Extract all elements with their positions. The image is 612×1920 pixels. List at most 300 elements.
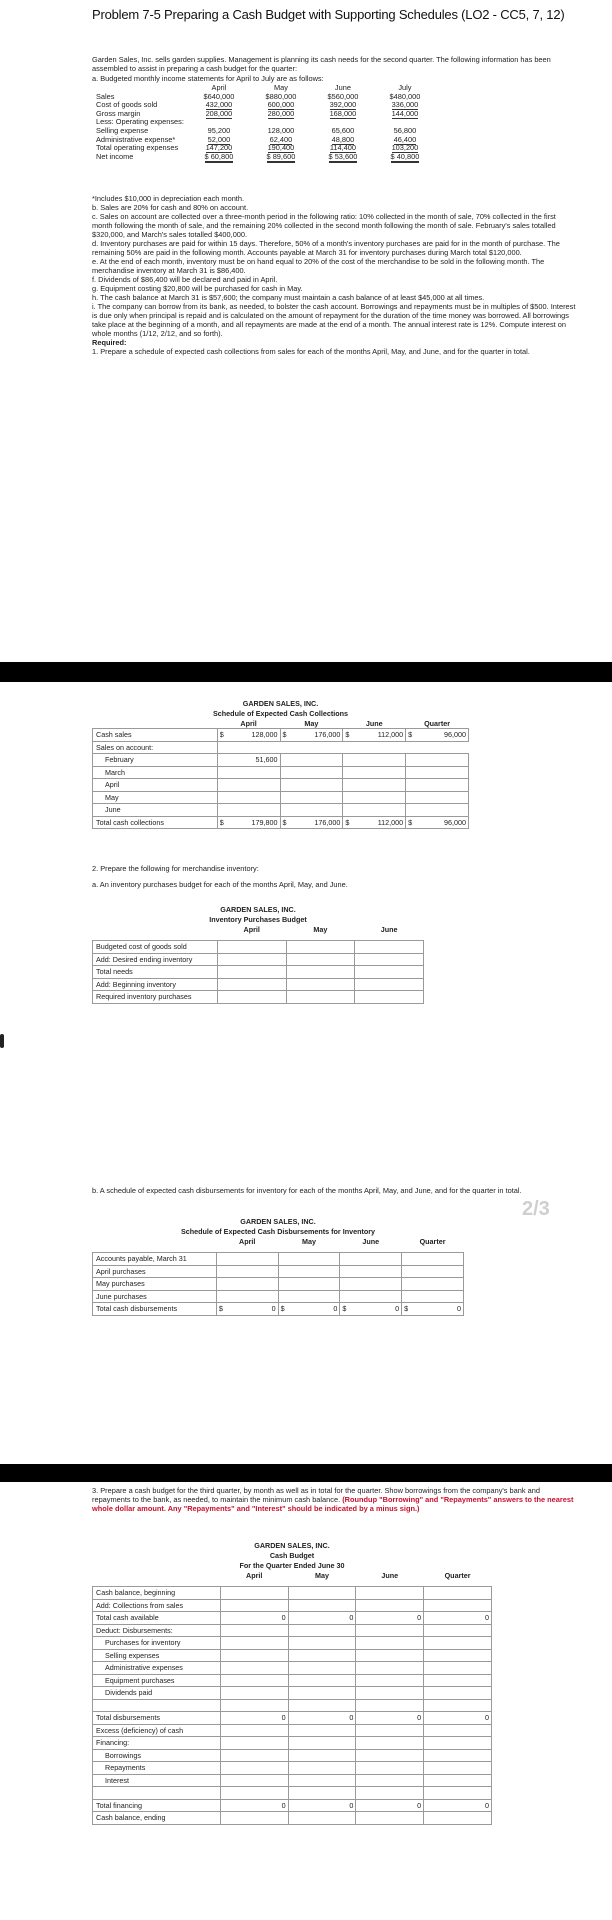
cell: 103,200 [391,143,419,153]
amount-input[interactable] [343,804,406,817]
total-cell: 0 [288,1612,356,1625]
cell: 144,000 [391,108,419,118]
row-label [93,1787,221,1800]
table-row [93,729,469,742]
schedule-title: Inventory Purchases Budget [209,914,307,924]
row-label: March [93,766,218,779]
row-label: Interest [93,1774,221,1787]
table-row [93,1674,492,1687]
table-row [93,1774,492,1787]
cell: $640,000 [203,91,235,101]
amount-input[interactable] [220,1649,288,1662]
cell: 432,000 [205,100,233,110]
row-label: Add: Beginning inventory [93,978,218,991]
amount-input[interactable] [340,1290,402,1303]
amount-input[interactable] [217,766,280,779]
notes-list [92,194,577,356]
problem-statement-panel [0,0,612,662]
cash-collections-schedule [92,698,469,829]
total-cell: 0 [288,1799,356,1812]
total-cell: $ 0 [216,1303,278,1316]
amount-input[interactable] [286,978,355,991]
amount-input[interactable] [356,1649,424,1662]
table-row [93,1649,492,1662]
row-label: Required inventory purchases [93,991,218,1004]
amount-input[interactable] [406,791,469,804]
column-header: May [301,1236,316,1246]
amount-input[interactable] [424,1587,492,1600]
amount-input[interactable] [406,779,469,792]
row-label: Administrative expense* [96,134,176,144]
intro-text: Garden Sales, Inc. sells garden supplies. Management is planning its cash needs for the second quarter. The following information has been assembled to assist in preparing a cash budget for the quarter: [92,55,551,73]
row-label: Cash balance, beginning [93,1587,221,1600]
total-cell: $ 0 [278,1303,340,1316]
amount-input[interactable] [220,1624,288,1637]
amount-input[interactable] [220,1674,288,1687]
amount-input[interactable] [280,766,343,779]
amount-cell[interactable]: $ 112,000 [343,729,406,742]
amount-input[interactable] [356,1812,424,1825]
table-row [93,779,469,792]
amount-input[interactable] [288,1637,356,1650]
total-cell: $ 0 [402,1303,464,1316]
row-label: Total cash available [93,1612,221,1625]
table-row [93,1799,492,1812]
note: *Includes $10,000 in depreciation each month. [92,194,245,203]
cell: 392,000 [329,100,357,110]
amount-input[interactable] [340,1278,402,1291]
amount-input[interactable] [220,1599,288,1612]
row-label: Sales on account: [93,741,218,754]
table-row [93,978,424,991]
amount-input[interactable] [220,1687,288,1700]
amount-input[interactable] [220,1637,288,1650]
total-cell: $ 112,000 [343,816,406,829]
row-label: Total cash collections [93,816,218,829]
cell: 128,000 [267,125,295,135]
total-cell: $ 0 [340,1303,402,1316]
row-label: June [93,804,218,817]
row-label: Add: Collections from sales [93,1599,221,1612]
budget-row [92,144,436,153]
amount-input[interactable] [220,1812,288,1825]
amount-input[interactable] [288,1812,356,1825]
budget-row [92,153,436,162]
cell: $ 40,800 [390,151,420,161]
table-row [93,1699,492,1712]
amount-input[interactable] [288,1699,356,1712]
schedule-title: Cash Budget [269,1550,315,1560]
cell: 46,400 [393,134,417,144]
note: h. The cash balance at March 31 is $57,600; the company must maintain a cash balance of at least $45,000 at all times. [92,293,485,302]
amount-cell[interactable]: $ 176,000 [280,729,343,742]
row-label: Dividends paid [93,1687,221,1700]
amount-input[interactable] [220,1587,288,1600]
amount-input[interactable] [355,953,424,966]
amount-input[interactable] [217,953,286,966]
month-header: July [398,83,412,92]
amount-input[interactable] [356,1699,424,1712]
amount-input[interactable] [356,1737,424,1750]
amount-input[interactable] [356,1624,424,1637]
amount-input[interactable] [216,1290,278,1303]
row-label: February [93,754,218,767]
amount-input[interactable] [424,1699,492,1712]
amount-input[interactable] [286,991,355,1004]
amount-input[interactable] [278,1265,340,1278]
amount-input[interactable] [286,941,355,954]
amount-input[interactable] [217,941,286,954]
requirement-2a: a. An inventory purchases budget for each of the months April, May, and June. [92,880,348,889]
total-cell: $ 179,800 [217,816,280,829]
note: c. Sales on account are collected over a three-month period in the following ratio: 10% collected in the month of sale, 70% collected in the first month following the month of sale, and the remaining 20% collected in the second month following the month of sale. February's sales totalled $320,000, and March's sales totalled $400,000. [92,212,556,239]
total-cell: 0 [424,1799,492,1812]
table-row [93,966,424,979]
row-label: May [93,791,218,804]
amount-input[interactable] [340,1253,402,1266]
separator-bar [0,662,612,682]
amount-input[interactable] [343,754,406,767]
amount-input[interactable] [288,1674,356,1687]
amount-input[interactable] [355,941,424,954]
amount-input[interactable] [402,1290,464,1303]
schedule-title: Schedule of Expected Cash Collections [213,708,348,718]
note: i. The company can borrow from its bank, as needed, to bolster the cash account. Borrowings and repayments must be in multiples of $500. Interest is due only when principal is repaid and is calculated on the amount of repayment for the duration of the time money was borrowed. All borrowings take place at the beginning of a month, and all repayments are made at the end of a month. The annual interest rate is 12%. Compute interest on whole months (1/12, 2/12, and so forth). [92,302,576,338]
cell: 190,400 [267,143,295,153]
rounding-instruction: (Roundup "Borrowing" and "Repayments" answers to the nearest whole dollar amount. Any "Repayments" and "Interest" should be indicated by a minus sign.) [92,1495,574,1513]
row-label: Financing: [93,1737,221,1750]
cell: 147,200 [205,143,233,153]
amount-input[interactable] [288,1774,356,1787]
row-label: Total cash disbursements [93,1303,217,1316]
requirement-2: 2. Prepare the following for merchandise inventory: [92,864,259,873]
amount-input[interactable] [217,791,280,804]
amount-input[interactable] [216,1265,278,1278]
amount-input[interactable] [406,804,469,817]
total-cell: 0 [288,1712,356,1725]
amount-input[interactable] [424,1637,492,1650]
total-cell: 0 [424,1712,492,1725]
amount-input[interactable] [424,1599,492,1612]
note: e. At the end of each month, inventory must be on hand equal to 20% of the cost of the merchandise to be sold in the following month. The merchandise inventory at March 31 is $86,400. [92,257,545,275]
cell: $560,000 [327,91,359,101]
amount-input[interactable] [278,1253,340,1266]
amount-input[interactable] [402,1253,464,1266]
row-label: Net income [96,151,134,161]
row-label: Cost of goods sold [96,100,158,110]
row-label: Deduct: Disbursements: [93,1624,221,1637]
table-row [93,1724,492,1737]
amount-input[interactable] [288,1662,356,1675]
amount-input[interactable] [288,1787,356,1800]
cell: $ 89,600 [266,151,296,161]
row-label: May purchases [93,1278,217,1291]
amount-input[interactable] [278,1290,340,1303]
row-label [93,1699,221,1712]
amount-input[interactable] [288,1749,356,1762]
requirement-1: 1. Prepare a schedule of expected cash collections from sales for each of the months April, May, and June, and for the quarter in total. [92,347,530,356]
table-row [93,1812,492,1825]
table-row [93,791,469,804]
row-label: Purchases for inventory [93,1637,221,1650]
amount-input[interactable] [356,1774,424,1787]
table-row [93,1712,492,1725]
table-row [93,1303,464,1316]
amount-input[interactable] [220,1774,288,1787]
row-label: June purchases [93,1290,217,1303]
requirement-2b: b. A schedule of expected cash disbursements for inventory for each of the months April, May, and June, and for the quarter in total. [92,1186,522,1195]
amount-cell[interactable]: $ 96,000 [406,729,469,742]
company-name: GARDEN SALES, INC. [220,904,296,914]
amount-input[interactable] [343,791,406,804]
table-row [93,1737,492,1750]
amount-input[interactable] [217,966,286,979]
cash-budget-table [92,1540,492,1825]
table-row [93,1687,492,1700]
column-header: Quarter [424,718,451,728]
cell: $480,000 [389,91,421,101]
note: g. Equipment costing $20,800 will be purchased for cash in May. [92,284,303,293]
amount-input[interactable] [424,1674,492,1687]
amount-input[interactable] [217,991,286,1004]
table-row [93,766,469,779]
amount-input[interactable] [217,779,280,792]
amount-input[interactable] [424,1737,492,1750]
amount-input[interactable] [424,1762,492,1775]
schedules-panel [0,682,612,1464]
amount-input[interactable] [288,1599,356,1612]
cash-budget-panel [0,1482,612,1920]
amount-input[interactable] [355,978,424,991]
cell: 168,000 [329,108,357,118]
amount-input[interactable] [355,991,424,1004]
cell: 62,400 [269,134,293,144]
row-label: Less: Operating expenses: [96,117,184,127]
amount-input[interactable] [406,754,469,767]
company-name: GARDEN SALES, INC. [254,1540,330,1550]
amount-input[interactable] [356,1674,424,1687]
amount-input[interactable] [220,1787,288,1800]
amount-input[interactable] [356,1587,424,1600]
amount-input[interactable] [288,1624,356,1637]
amount-input[interactable] [356,1662,424,1675]
cell: 336,000 [391,100,419,110]
row-label: Accounts payable, March 31 [93,1253,217,1266]
amount-input[interactable] [288,1724,356,1737]
row-label: Cash balance, ending [93,1812,221,1825]
cell: 56,800 [393,125,417,135]
amount-input[interactable] [355,966,424,979]
amount-input[interactable] [220,1762,288,1775]
required-label: Required: [92,338,127,347]
month-header: June [334,83,351,92]
note: f. Dividends of $86,400 will be declared and paid in April. [92,275,278,284]
amount-input[interactable] [220,1737,288,1750]
amount-input[interactable] [424,1812,492,1825]
amount-input[interactable] [288,1587,356,1600]
table-row [93,1637,492,1650]
column-header: Quarter [444,1570,471,1580]
column-header: June [381,1570,399,1580]
cell: 95,200 [207,125,231,135]
amount-input[interactable] [424,1624,492,1637]
amount-input[interactable] [280,779,343,792]
table-row [93,1662,492,1675]
row-label: Total disbursements [93,1712,221,1725]
column-header: April [246,1570,263,1580]
amount-input[interactable] [220,1749,288,1762]
amount-input[interactable] [216,1278,278,1291]
table-row [93,1599,492,1612]
amount-input[interactable] [280,804,343,817]
cash-disbursements-schedule [92,1216,464,1316]
amount-input[interactable] [402,1265,464,1278]
cell: 48,800 [331,134,355,144]
amount-cell[interactable]: $ 128,000 [217,729,280,742]
column-header: April [239,1236,256,1246]
amount-input[interactable] [278,1278,340,1291]
amount-input[interactable] [217,804,280,817]
cell: $ 60,800 [204,151,234,161]
side-edge-marker [0,1034,4,1048]
amount-input[interactable] [356,1749,424,1762]
amount-input[interactable] [288,1762,356,1775]
table-row [93,1290,464,1303]
inventory-purchases-budget [92,904,424,1004]
problem-title: Problem 7-5 Preparing a Cash Budget with Supporting Schedules (LO2 - CC5, 7, 12) [92,7,565,22]
cell: 52,000 [207,134,231,144]
amount-input[interactable] [424,1774,492,1787]
amount-input[interactable] [280,791,343,804]
table-row [93,741,469,754]
item-a-text: a. Budgeted monthly income statements for April to July are as follows: [92,74,324,83]
amount-input[interactable] [288,1687,356,1700]
amount-input[interactable] [402,1278,464,1291]
row-label: Repayments [93,1762,221,1775]
table-row [93,816,469,829]
amount-input[interactable] [288,1649,356,1662]
amount-input[interactable] [356,1762,424,1775]
page-counter: 2/3 [522,1198,550,1220]
amount-input[interactable] [424,1662,492,1675]
column-header: April [243,924,260,934]
column-header: June [362,1236,380,1246]
row-label: Cash sales [93,729,218,742]
amount-input[interactable] [424,1787,492,1800]
cell: 114,400 [329,143,356,153]
amount-input[interactable] [424,1649,492,1662]
row-label: April purchases [93,1265,217,1278]
amount-input[interactable] [220,1724,288,1737]
table-row [93,991,424,1004]
budgeted-income-statement [92,84,436,161]
row-label: Excess (deficiency) of cash [93,1724,221,1737]
cell: 65,600 [331,125,355,135]
row-label: Borrowings [93,1749,221,1762]
amount-input[interactable] [216,1253,278,1266]
amount-input[interactable] [286,966,355,979]
cell: $ 53,600 [328,151,358,161]
amount-input[interactable] [356,1787,424,1800]
total-cell: 0 [356,1612,424,1625]
amount-input[interactable] [340,1265,402,1278]
table-row [93,1624,492,1637]
amount-input[interactable] [356,1724,424,1737]
table-row [93,941,424,954]
cell: 280,000 [267,108,295,118]
table-row [93,1253,464,1266]
amount-input[interactable] [356,1687,424,1700]
table-row [93,1787,492,1800]
column-header: Quarter [419,1236,446,1246]
schedule-period: For the Quarter Ended June 30 [239,1560,345,1570]
cell: 600,000 [267,100,295,110]
amount-input[interactable] [343,766,406,779]
total-cell: $ 96,000 [406,816,469,829]
row-label: Total operating expenses [96,143,179,153]
amount-input[interactable] [356,1637,424,1650]
amount-input[interactable] [406,766,469,779]
separator-bar [0,1464,612,1482]
amount-input[interactable] [288,1737,356,1750]
table-row [93,953,424,966]
column-header: June [365,718,383,728]
amount-input[interactable] [356,1599,424,1612]
row-label: Gross margin [96,108,141,118]
row-label: Total needs [93,966,218,979]
amount-input[interactable] [286,953,355,966]
table-row [93,1612,492,1625]
row-label: Selling expenses [93,1649,221,1662]
schedule-title: Schedule of Expected Cash Disbursements for Inventory [180,1226,376,1236]
row-label: April [93,779,218,792]
table-row [93,1749,492,1762]
amount-input[interactable] [280,754,343,767]
cell: 208,000 [205,108,233,118]
total-cell: 0 [356,1712,424,1725]
amount-input[interactable] [424,1724,492,1737]
total-cell: 0 [424,1612,492,1625]
amount-input[interactable] [220,1662,288,1675]
column-header: May [315,1570,329,1580]
row-label: Sales [96,91,115,101]
company-name: GARDEN SALES, INC. [240,1216,316,1226]
amount-input[interactable]: 51,600 [217,754,280,767]
row-label: Budgeted cost of goods sold [93,941,218,954]
table-row [93,1587,492,1600]
amount-input[interactable] [424,1749,492,1762]
amount-input[interactable] [424,1687,492,1700]
total-cell: 0 [220,1799,288,1812]
company-name: GARDEN SALES, INC. [242,698,319,708]
amount-input[interactable] [220,1699,288,1712]
requirement-3: 3. Prepare a cash budget for the third quarter, by month as well as in total for the quarter. Show borrowings from the company's bank and repayments to the bank, as needed, to maintain the minimum cash balance. [92,1486,540,1504]
row-label: Add: Desired ending inventory [93,953,218,966]
total-cell: $ 176,000 [280,816,343,829]
column-header: May [304,718,319,728]
total-cell: 0 [220,1712,288,1725]
row-label: Total financing [93,1799,221,1812]
month-header: April [211,83,227,92]
total-cell: 0 [220,1612,288,1625]
note: d. Inventory purchases are paid for within 15 days. Therefore, 50% of a month's inventory purchases are paid for in the month of purchase. The remaining 50% are paid in the following month. Accounts payable at March 31 for inventory purchases during March total $120,000. [92,239,560,257]
total-cell: 0 [356,1799,424,1812]
note: b. Sales are 20% for cash and 80% on account. [92,203,249,212]
table-row [93,1278,464,1291]
row-label: Selling expense [96,125,149,135]
amount-input[interactable] [343,779,406,792]
amount-input[interactable] [217,978,286,991]
